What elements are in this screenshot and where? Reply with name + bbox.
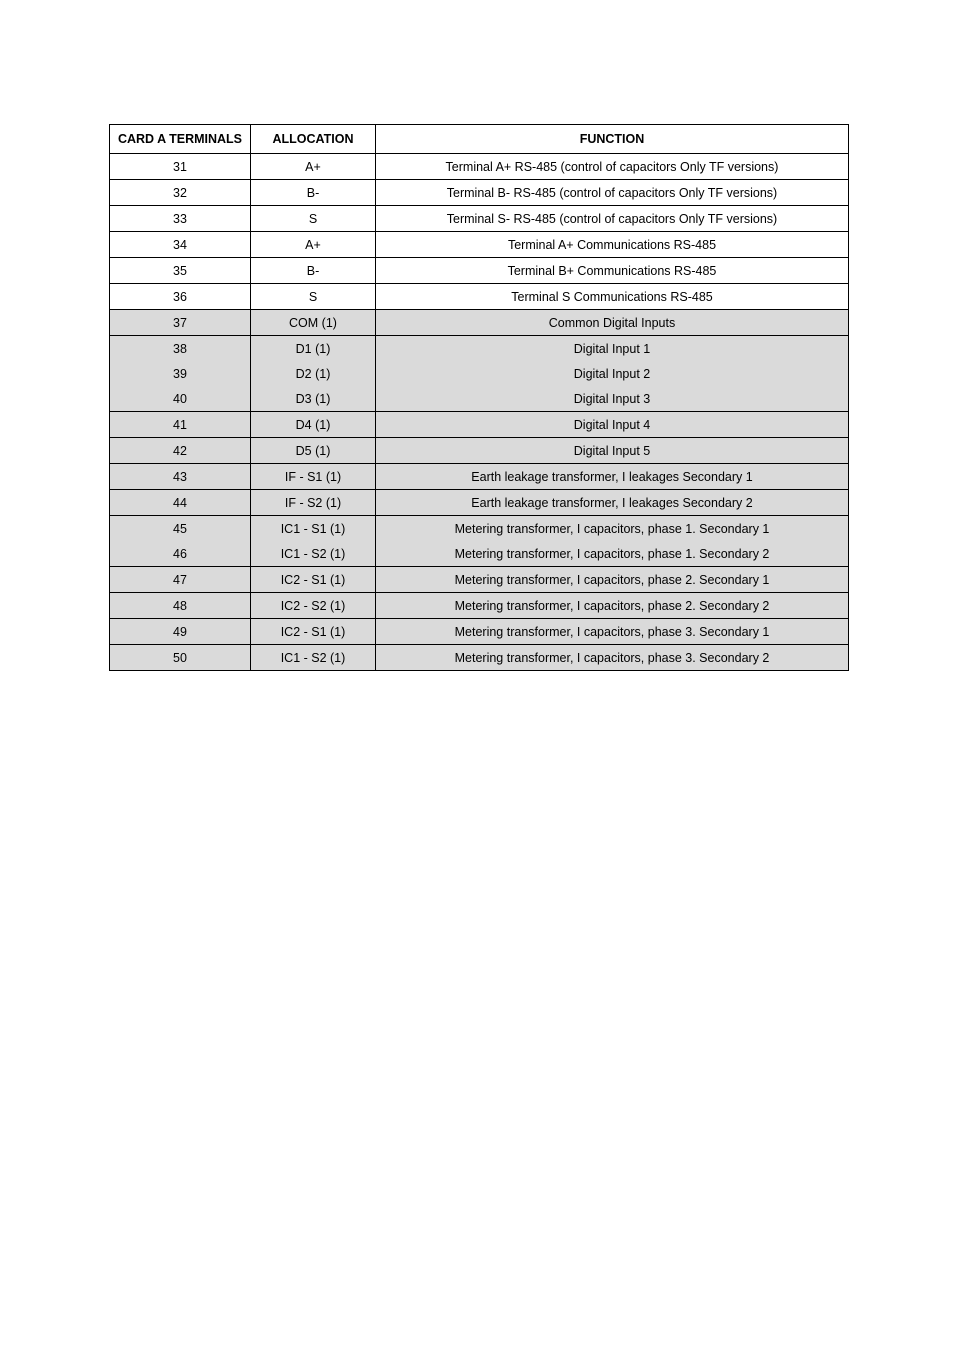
terminal-cell: 32 xyxy=(110,180,251,206)
terminal-cell: 41 xyxy=(110,412,251,438)
header-terminals: CARD A TERMINALS xyxy=(110,125,251,154)
table-row xyxy=(110,284,849,310)
function-cell: Terminal S Communications RS-485 xyxy=(376,284,849,310)
table-row xyxy=(110,206,849,232)
terminal-cell: 50 xyxy=(110,645,251,671)
table-body xyxy=(110,154,849,671)
table-row xyxy=(110,232,849,258)
terminal-cell: 39 xyxy=(110,361,251,386)
function-cell: Common Digital Inputs xyxy=(376,310,849,336)
allocation-cell: IC2 - S1 (1) xyxy=(251,619,376,645)
function-cell: Digital Input 3 xyxy=(376,386,849,412)
table-row xyxy=(110,645,849,671)
allocation-cell: D1 (1) xyxy=(251,336,376,362)
terminal-cell: 38 xyxy=(110,336,251,362)
table-row xyxy=(110,386,849,412)
function-cell: Digital Input 4 xyxy=(376,412,849,438)
allocation-cell: D5 (1) xyxy=(251,438,376,464)
terminal-cell: 43 xyxy=(110,464,251,490)
allocation-cell: COM (1) xyxy=(251,310,376,336)
terminal-cell: 42 xyxy=(110,438,251,464)
table-header xyxy=(110,125,849,154)
table-row xyxy=(110,541,849,567)
function-cell: Earth leakage transformer, I leakages Secondary 2 xyxy=(376,490,849,516)
function-cell: Metering transformer, I capacitors, phase 1. Secondary 1 xyxy=(376,516,849,542)
table-row xyxy=(110,412,849,438)
table-row xyxy=(110,464,849,490)
allocation-cell: S xyxy=(251,206,376,232)
table-row xyxy=(110,258,849,284)
terminal-cell: 34 xyxy=(110,232,251,258)
card-a-terminals-table xyxy=(109,124,849,671)
allocation-cell: B- xyxy=(251,258,376,284)
table-row xyxy=(110,154,849,180)
terminal-cell: 47 xyxy=(110,567,251,593)
terminal-cell: 44 xyxy=(110,490,251,516)
table-row xyxy=(110,310,849,336)
allocation-cell: IF - S1 (1) xyxy=(251,464,376,490)
table-row xyxy=(110,180,849,206)
function-cell: Metering transformer, I capacitors, phase 3. Secondary 2 xyxy=(376,645,849,671)
terminal-cell: 49 xyxy=(110,619,251,645)
table-row xyxy=(110,336,849,362)
allocation-cell: IC1 - S1 (1) xyxy=(251,516,376,542)
allocation-cell: A+ xyxy=(251,154,376,180)
allocation-cell: D3 (1) xyxy=(251,386,376,412)
header-allocation: ALLOCATION xyxy=(251,125,376,154)
function-cell: Metering transformer, I capacitors, phase 2. Secondary 2 xyxy=(376,593,849,619)
terminal-cell: 35 xyxy=(110,258,251,284)
allocation-cell: IC2 - S1 (1) xyxy=(251,567,376,593)
table-row xyxy=(110,490,849,516)
allocation-cell: D2 (1) xyxy=(251,361,376,386)
table-row xyxy=(110,516,849,542)
allocation-cell: S xyxy=(251,284,376,310)
terminal-table-container xyxy=(109,124,848,671)
terminal-cell: 46 xyxy=(110,541,251,567)
function-cell: Earth leakage transformer, I leakages Secondary 1 xyxy=(376,464,849,490)
terminal-cell: 45 xyxy=(110,516,251,542)
allocation-cell: A+ xyxy=(251,232,376,258)
table-row xyxy=(110,361,849,386)
function-cell: Digital Input 5 xyxy=(376,438,849,464)
terminal-cell: 33 xyxy=(110,206,251,232)
table-row xyxy=(110,438,849,464)
function-cell: Terminal B- RS-485 (control of capacitors Only TF versions) xyxy=(376,180,849,206)
function-cell: Metering transformer, I capacitors, phase 3. Secondary 1 xyxy=(376,619,849,645)
allocation-cell: D4 (1) xyxy=(251,412,376,438)
table-row xyxy=(110,619,849,645)
function-cell: Digital Input 1 xyxy=(376,336,849,362)
allocation-cell: IF - S2 (1) xyxy=(251,490,376,516)
header-function: FUNCTION xyxy=(376,125,849,154)
function-cell: Metering transformer, I capacitors, phase 1. Secondary 2 xyxy=(376,541,849,567)
function-cell: Terminal A+ RS-485 (control of capacitors Only TF versions) xyxy=(376,154,849,180)
header-row xyxy=(110,125,849,154)
terminal-cell: 40 xyxy=(110,386,251,412)
allocation-cell: IC2 - S2 (1) xyxy=(251,593,376,619)
terminal-cell: 36 xyxy=(110,284,251,310)
allocation-cell: IC1 - S2 (1) xyxy=(251,645,376,671)
function-cell: Terminal A+ Communications RS-485 xyxy=(376,232,849,258)
function-cell: Digital Input 2 xyxy=(376,361,849,386)
table-row xyxy=(110,593,849,619)
table-row xyxy=(110,567,849,593)
terminal-cell: 48 xyxy=(110,593,251,619)
terminal-cell: 31 xyxy=(110,154,251,180)
allocation-cell: IC1 - S2 (1) xyxy=(251,541,376,567)
function-cell: Metering transformer, I capacitors, phase 2. Secondary 1 xyxy=(376,567,849,593)
function-cell: Terminal B+ Communications RS-485 xyxy=(376,258,849,284)
allocation-cell: B- xyxy=(251,180,376,206)
terminal-cell: 37 xyxy=(110,310,251,336)
function-cell: Terminal S- RS-485 (control of capacitors Only TF versions) xyxy=(376,206,849,232)
